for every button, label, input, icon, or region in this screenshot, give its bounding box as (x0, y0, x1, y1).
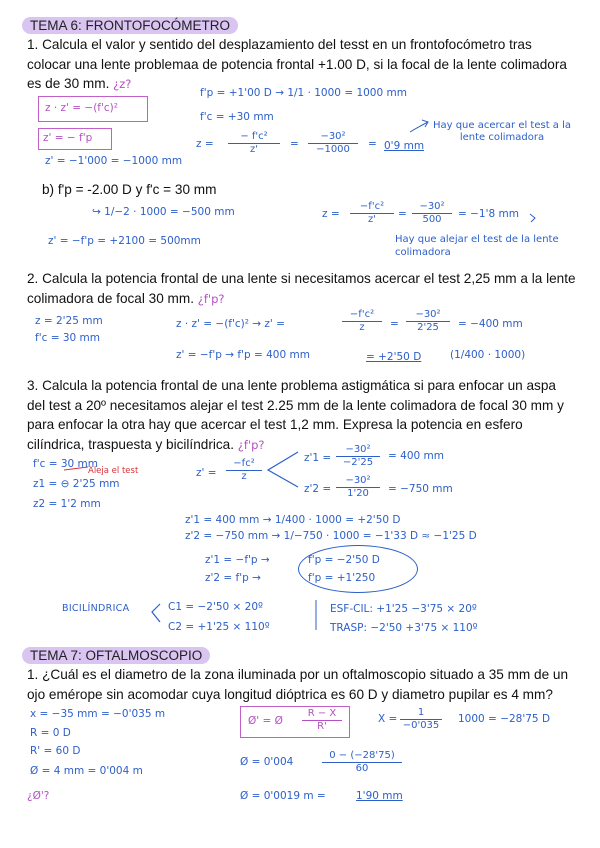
p2-line2-result: = +2'50 D (366, 351, 422, 363)
z-fraction-1: $\frac{\text{− f'c²}}{z'}$ (228, 131, 280, 156)
equals-1: = (290, 138, 299, 150)
formula-box-1-text: z · z' = −(f'c)² (45, 102, 118, 114)
part-b-equals: = (398, 208, 407, 220)
p3-zp1-result: = 400 mm (388, 450, 444, 462)
fp-line: f'p = +1'00 D → 1/1 · 1000 = 1000 mm (200, 87, 407, 99)
p3-zp2-result: = −750 mm (388, 483, 453, 495)
t7-x-result: 1000 = −28'75 D (458, 713, 551, 725)
t7-formula-lhs: Ø' = Ø (248, 715, 283, 727)
t7-given-1: x = −35 mm = −0'035 m (30, 708, 166, 720)
p2-line2: z' = −f'p → f'p = 400 mm (176, 349, 310, 361)
equals-2: = (368, 138, 377, 150)
p2-line2-note: (1/400 · 1000) (450, 349, 526, 361)
t7-given-2: R = 0 D (30, 727, 71, 739)
p3-zp2-lhs: z'2 = (304, 483, 332, 495)
problem-3-text: 3. Calcula la potencia frontal de una lente problema astigmática si para enfocar un aspa del test a 20º necesitamos alejar el test 2.25 mm de la lente colimadora de focal 30 mm y para enfocar la otra hay que acercar el test 1,2 mm. Expresa la potencia en esfero cilíndrica, traspuesta y bicilíndrica. (27, 378, 564, 452)
p3-zp-fraction: $\frac{\text{−fc²}}{z}$ (226, 458, 262, 483)
problem-2-question: ¿f'p? (197, 291, 225, 306)
t7-step1-lhs: Ø = 0'004 (240, 756, 294, 768)
p3-zp1-lhs: z'1 = (304, 452, 332, 464)
p3-given-2: z1 = ⊖ 2'25 mm (33, 478, 120, 490)
part-b-zprime: z' = −f'p = +2100 = 500mm (48, 235, 201, 247)
z-lhs: z = (196, 138, 214, 150)
p3-line-2: z'2 = −750 mm → 1/−750 · 1000 = −1'33 D ≈ −1'25 D (185, 530, 477, 542)
problem-1-question: ¿z? (113, 77, 132, 91)
trasp-line: TRASP: −2'50 +3'75 × 110º (330, 622, 478, 634)
formula-box-2-text: z' = − f'p (43, 132, 93, 144)
zprime-line: z' = −1'000 = −1000 mm (45, 155, 183, 167)
problem-2-text: 2. Calcula la potencia frontal de una lente si necesitamos acercar el test 2,25 mm a la lente colimadora de focal 30 mm. (27, 271, 576, 306)
z-result: 0'9 mm (384, 140, 425, 152)
t7-x-lhs: X = (378, 713, 398, 725)
p3-line-3a: z'1 = −f'p → (205, 554, 270, 566)
p3-given-2-note: Aleja el test (88, 466, 139, 476)
p3-branch-bracket (268, 452, 298, 487)
p3-line-1: z'1 = 400 mm → 1/400 · 1000 = +2'50 D (185, 514, 401, 526)
bicilindrica-label: BICILÍNDRICA (62, 603, 130, 614)
z-fraction-2: $\frac{\text{−30²}}{-1000}$ (308, 131, 358, 156)
p2-given-1: z = 2'25 mm (35, 315, 103, 327)
p3-zp1-fraction: $\frac{\text{−30²}}{-2'25}$ (336, 444, 380, 469)
note-acercar: Hay que acercar el test a la lente colimadora (432, 120, 572, 143)
p2-equals: = (390, 318, 399, 330)
note-alejar: Hay que alejar el test de la lente colimadora (395, 234, 559, 258)
p3-line-3b: f'p = −2'50 D (308, 554, 380, 566)
p2-fraction-2: $\frac{\text{−30²}}{2'25}$ (406, 309, 450, 334)
t7-question: ¿Ø'? (27, 790, 50, 802)
p3-zp2-fraction: $\frac{\text{−30²}}{1'20}$ (336, 475, 380, 500)
bicil-bracket (152, 604, 160, 622)
part-b-label: b) f'p = -2.00 D y f'c = 30 mm (42, 182, 217, 197)
problem-3-question: ¿f'p? (237, 437, 265, 452)
section-title-tema6: TEMA 6: FRONTOFOCÓMETRO (22, 17, 238, 34)
arrow-to-note-2 (530, 214, 535, 222)
part-b-fraction-1: $\frac{\text{−f'c²}}{z'}$ (350, 201, 394, 226)
section-title-tema7: TEMA 7: OFTALMOSCOPIO (22, 647, 210, 664)
part-b-arrow-line: ↪ 1/−2 · 1000 = −500 mm (92, 206, 235, 218)
part-b-z-lhs: z = (322, 208, 340, 220)
t7-formula-fraction: $\frac{R - X}{R'}$ (302, 708, 342, 733)
p3-given-3: z2 = 1'2 mm (33, 498, 101, 510)
p2-given-2: f'c = 30 mm (35, 332, 100, 344)
bicil-c1: C1 = −2'50 × 20º (168, 601, 263, 613)
t7-step2: Ø = 0'0019 m = (240, 790, 326, 802)
t7-given-4: Ø = 4 mm = 0'004 m (30, 765, 143, 777)
t7-x-fraction: $\frac{1}{-0'035}$ (400, 707, 442, 732)
part-b-fraction-2: $\frac{\text{−30²}}{500}$ (412, 201, 452, 226)
part-b-result: = −1'8 mm (458, 208, 519, 220)
fc-line: f'c = +30 mm (200, 111, 274, 123)
problem-1-text: 1. Calcula el valor y sentido del desplazamiento del tesst en un frontofocómetro tras colocar una lente problemaa de potencia frontal +1.00 D, si la focal de la lente colimadora es de 30 mm. (27, 37, 567, 91)
p3-given-1: f'c = 30 mm (33, 458, 98, 470)
p3-line-4a: z'2 = f'p → (205, 572, 261, 584)
t7-step2-result: 1'90 mm (356, 790, 403, 802)
p2-line1-result: = −400 mm (458, 318, 523, 330)
aleja-arrow (64, 467, 88, 470)
p3-zp-lhs: z' = (196, 467, 217, 479)
p2-line1-left: z · z' = −(f'c)² → z' = (176, 318, 285, 330)
tema7-problem-1-statement: 1. ¿Cuál es el diametro de la zona iluminada por un oftalmoscopio situado a 35 mm de un ojo emérope sin acomodar cuya longitud dióptrica es 60 D y diametro pupilar es 4 mm? (27, 667, 569, 702)
esf-cil-line: ESF-CIL: +1'25 −3'75 × 20º (330, 603, 477, 615)
bicil-c2: C2 = +1'25 × 110º (168, 621, 270, 633)
t7-step1-fraction: $\frac{0 - (-28'75)}{60}$ (322, 750, 402, 775)
p3-line-4b: f'p = +1'250 (308, 572, 376, 584)
t7-given-3: R' = 60 D (30, 745, 81, 757)
p2-fraction-1: $\frac{\text{−f'c²}}{z}$ (342, 309, 382, 334)
